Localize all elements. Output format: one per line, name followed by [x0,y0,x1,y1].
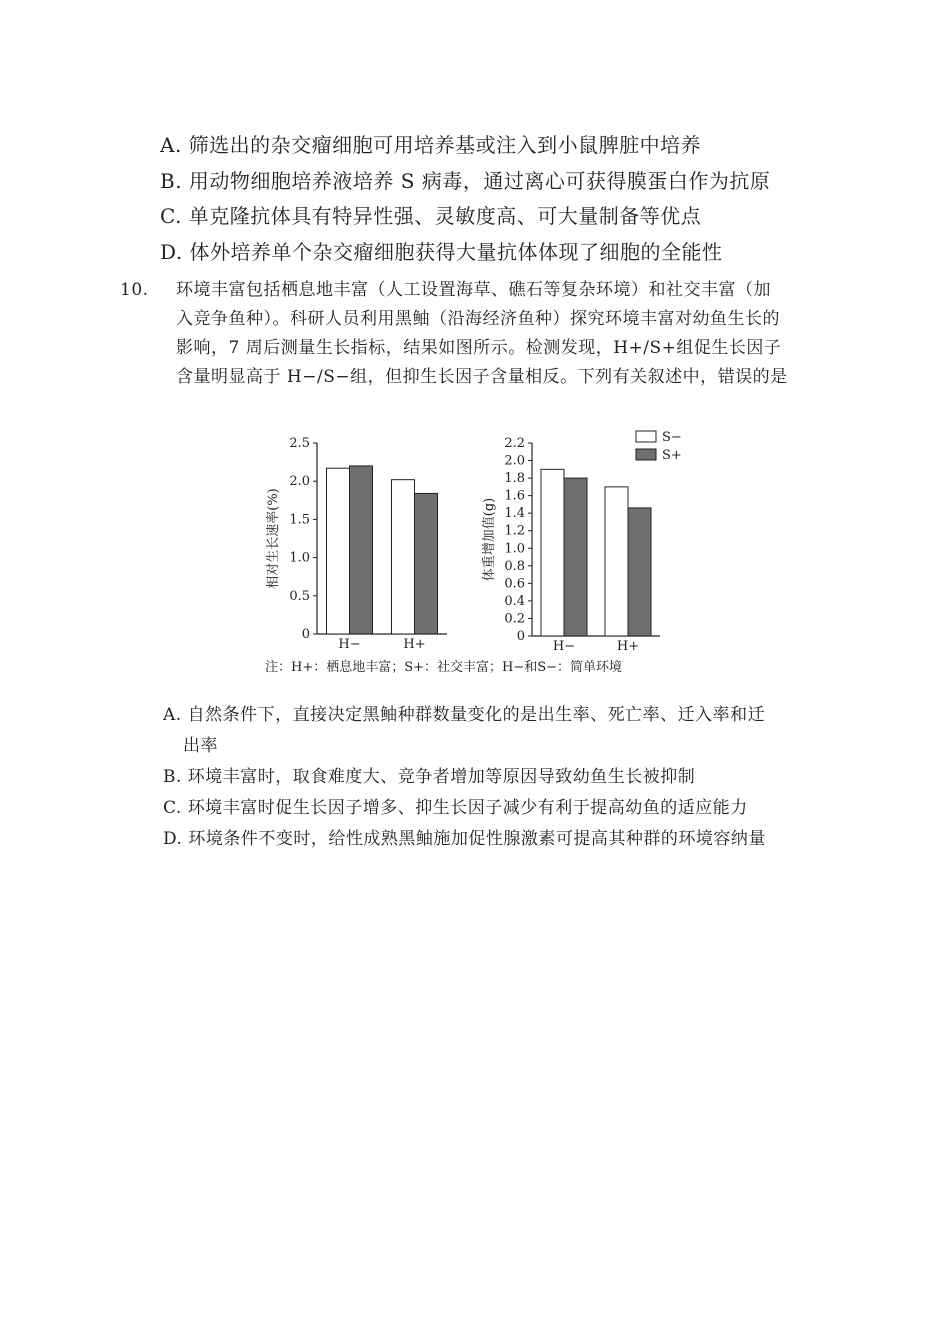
y-tick-label: 0.8 [504,558,525,574]
y-tick-label: 2.2 [504,436,525,451]
y-tick-label: 0.6 [504,576,525,592]
y-tick-label: 1.8 [504,471,525,487]
y-tick-label: 1.0 [289,550,310,566]
legend-label: S− [662,430,682,445]
y-tick-label: 0.5 [289,588,310,604]
chart-weight-gain [481,430,682,654]
bar-H+-S− [392,480,415,634]
q10-number: 10. [120,280,149,300]
q10-option-a: A. 自然条件下，直接决定黑鲉种群数量变化的是出生率、死亡率、迁入率和迁出率 [163,705,766,756]
bar-H+-S+ [628,508,651,636]
q10-stem-text: 环境丰富包括栖息地丰富（人工设置海草、礁石等复杂环境）和社交丰富（加入竞争鱼种）。科研人员利用黑鲉（沿海经济鱼种）探究环境丰富对幼鱼生长的影响，7 周后测量生长指标，结果如图所示。检测发现，H+/S+组促生长因子含量明显高于 H−/S−组，但抑生长因子含量相反。下列有关叙述中，错误的是 [176,280,788,387]
q9-option-d: D. 体外培养单个杂交瘤细胞获得大量抗体体现了细胞的全能性 [160,239,723,264]
question-9-options [160,128,860,270]
chart-relative-growth-rate [265,436,447,652]
q9-option-b: B. 用动物细胞培养液培养 S 病毒，通过离心可获得膜蛋白作为抗原 [160,168,771,193]
q10-option-c: C. 环境丰富时促生长因子增多、抑生长因子减少有利于提高幼鱼的适应能力 [163,798,748,818]
bar-H+-S− [605,487,628,636]
bar-H+-S+ [415,493,438,634]
y-tick-label: 1.0 [504,541,525,557]
y-tick-label: 1.2 [504,523,525,539]
q10-option-d: D. 环境条件不变时，给性成熟黑鲉施加促性腺激素可提高其种群的环境容纳量 [163,829,766,849]
q10-stem [120,276,788,392]
chart-note: 注：H+：栖息地丰富；S+：社交丰富；H−和S−：简单环境 [265,660,623,675]
q9-option-c: C. 单克隆抗体具有特异性强、灵敏度高、可大量制备等优点 [160,204,702,228]
bar-H−-S+ [564,478,587,636]
q10-option-b: B. 环境丰富时，取食难度大、竞争者增加等原因导致幼鱼生长被抑制 [163,767,696,787]
growth-charts [255,428,715,688]
y-tick-label: 2.0 [504,453,525,469]
y-tick-label: 0.4 [504,593,525,609]
x-tick-label: H+ [403,637,426,652]
y-tick-label: 0 [301,627,310,642]
legend-swatch [636,431,656,442]
q9-option-a: A. 筛选出的杂交瘤细胞可用培养基或注入到小鼠脾脏中培养 [160,133,702,157]
y-tick-label: 1.5 [289,512,310,528]
legend-label: S+ [662,448,682,463]
bar-H−-S+ [350,466,373,634]
x-tick-label: H− [552,639,576,654]
legend-swatch [636,449,656,460]
y-axis-label: 相对生长速率(%) [266,488,281,589]
y-tick-label: 2.0 [289,474,310,490]
charts-svg [255,428,715,688]
question-10 [120,276,788,392]
y-tick-label: 0.2 [504,611,525,627]
y-tick-label: 1.4 [504,506,525,522]
y-tick-label: 0 [516,629,525,644]
y-axis-label: 体重增加值(g) [482,497,497,582]
bar-H−-S− [541,469,564,636]
x-tick-label: H+ [616,639,640,654]
y-tick-label: 2.5 [289,436,310,451]
question-10-options [163,700,773,855]
x-tick-label: H− [338,637,361,652]
bar-H−-S− [327,468,350,634]
y-tick-label: 1.6 [504,488,525,504]
